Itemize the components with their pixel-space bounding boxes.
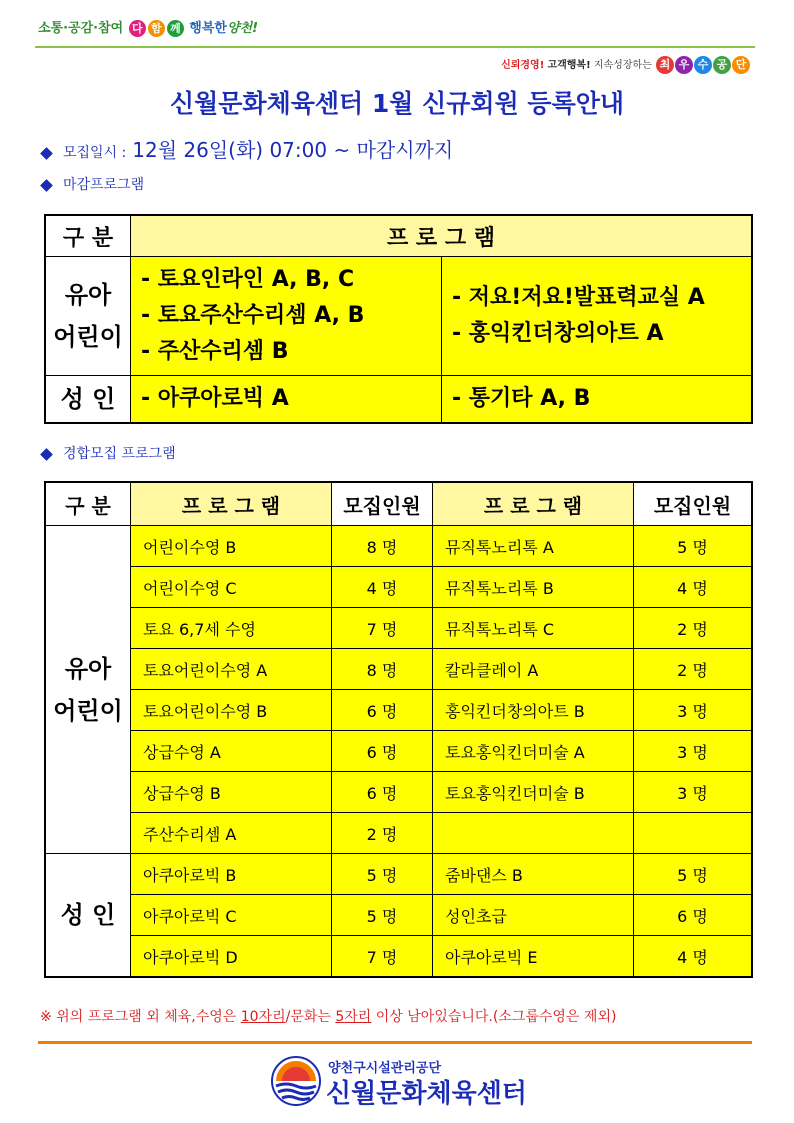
table-row [45, 895, 752, 936]
program-name-cell: 토요어린이수영 A [131, 649, 332, 690]
closed-section-title: 마감프로그램 [63, 177, 145, 193]
program-name-cell: 아쿠아로빅 E [433, 936, 634, 978]
slogan-circle: 께 [167, 20, 184, 37]
capacity-cell: 2 명 [332, 813, 433, 854]
motto-ball: 우 [675, 56, 693, 74]
table-row [45, 608, 752, 649]
capacity-cell: 8 명 [332, 526, 433, 567]
table-row [45, 731, 752, 772]
header-gubun: 구 분 [45, 482, 131, 526]
program-item: - 아쿠아로빅 A [141, 386, 289, 411]
capacity-cell: 3 명 [634, 772, 753, 813]
capacity-cell: 3 명 [634, 731, 753, 772]
program-name-cell: 어린이수영 B [131, 526, 332, 567]
note-culture-seats: 5자리 [335, 1009, 372, 1025]
program-name-cell: 뮤직톡노리톡 C [433, 608, 634, 649]
competitive-section-heading [42, 443, 176, 463]
program-item: - 토요주산수리셈 A, B [141, 303, 365, 328]
program-name-cell: 줌바댄스 B [433, 854, 634, 895]
header-program: 프 로 그 램 [131, 215, 753, 257]
motto-black: 고객행복! [547, 60, 591, 71]
org-main-name: 신월문화체육센터 [326, 1079, 527, 1109]
capacity-cell: 5 명 [634, 526, 753, 567]
program-cell-left [131, 257, 442, 376]
table-header-row [45, 482, 752, 526]
capacity-cell: 4 명 [332, 567, 433, 608]
program-item: - 저요!저요!발표력교실 A [452, 285, 705, 310]
program-name-cell: 뮤직톡노리톡 A [433, 526, 634, 567]
table-row [45, 649, 752, 690]
group-label: 유아 [64, 654, 112, 683]
program-cell-right [442, 376, 753, 424]
program-name-cell: 아쿠아로빅 B [131, 854, 332, 895]
capacity-cell: 6 명 [332, 772, 433, 813]
header-capacity: 모집인원 [332, 482, 433, 526]
program-name-cell: 성인초급 [433, 895, 634, 936]
capacity-cell: 6 명 [332, 690, 433, 731]
program-name-cell: 주산수리셈 A [131, 813, 332, 854]
motto-small: 지속성장하는 [593, 60, 652, 71]
recruit-date: 12월 26일(화) 07:00 ~ 마감시까지 [132, 138, 454, 162]
slogan-prefix: 소통·공감·참여 [38, 21, 124, 36]
capacity-cell: 3 명 [634, 690, 753, 731]
closed-section-heading [42, 174, 144, 194]
motto-red: 신뢰경영! [501, 60, 545, 71]
org-sub-name: 양천구시설관리공단 [328, 1061, 442, 1076]
program-name-cell: 토요어린이수영 B [131, 690, 332, 731]
group-label: 유아 [64, 281, 112, 309]
note-suffix: 이상 남아있습니다.(소그룹수영은 제외) [375, 1009, 617, 1025]
note-prefix: ※ 위의 프로그램 외 체육,수영은 [40, 1009, 237, 1025]
program-name-cell: 어린이수영 C [131, 567, 332, 608]
group-cell [45, 854, 131, 978]
header-program: 프 로 그 램 [131, 482, 332, 526]
header-gubun: 구 분 [45, 215, 131, 257]
motto-ball: 수 [694, 56, 712, 74]
motto-banner [501, 56, 750, 74]
program-name-cell: 칼라클레이 A [433, 649, 634, 690]
group-label: 성 인 [60, 901, 116, 929]
program-name-cell: 상급수영 B [131, 772, 332, 813]
capacity-cell: 4 명 [634, 936, 753, 978]
capacity-cell: 2 명 [634, 608, 753, 649]
table-row [45, 813, 752, 854]
closed-programs-table [44, 214, 753, 424]
program-name-cell: 토요홍익킨더미술 A [433, 731, 634, 772]
footnote [40, 1006, 616, 1026]
program-item: - 홍익킨더창의아트 A [452, 321, 664, 346]
capacity-cell: 8 명 [332, 649, 433, 690]
bottom-divider [38, 1041, 752, 1044]
motto-ball: 공 [713, 56, 731, 74]
group-label: 어린이 [53, 696, 123, 725]
competitive-section-title: 경합모집 프로그램 [63, 446, 176, 462]
capacity-cell: 6 명 [634, 895, 753, 936]
program-name-cell: 뮤직톡노리톡 B [433, 567, 634, 608]
diamond-bullet-icon [40, 147, 53, 160]
program-name-cell: 아쿠아로빅 C [131, 895, 332, 936]
recruit-date-line [42, 134, 453, 163]
capacity-cell: 2 명 [634, 649, 753, 690]
program-name-cell: 토요홍익킨더미술 B [433, 772, 634, 813]
header-capacity: 모집인원 [634, 482, 753, 526]
diamond-bullet-icon [40, 448, 53, 461]
program-name-cell: 상급수영 A [131, 731, 332, 772]
capacity-cell [634, 813, 753, 854]
capacity-cell: 5 명 [634, 854, 753, 895]
capacity-cell: 6 명 [332, 731, 433, 772]
slogan-city: 양천! [226, 21, 259, 36]
competitive-table-body [45, 526, 752, 978]
note-middle: /문화는 [285, 1009, 331, 1025]
program-item: - 통기타 A, B [452, 386, 591, 411]
table-row [45, 257, 752, 376]
recruit-label: 모집일시 : [63, 145, 127, 161]
table-row [45, 936, 752, 978]
center-logo-icon [270, 1055, 322, 1107]
program-name-cell: 아쿠아로빅 D [131, 936, 332, 978]
capacity-cell: 5 명 [332, 854, 433, 895]
table-row [45, 567, 752, 608]
slogan-banner [38, 17, 258, 37]
capacity-cell: 4 명 [634, 567, 753, 608]
motto-ball: 최 [656, 56, 674, 74]
table-row [45, 690, 752, 731]
capacity-cell: 7 명 [332, 936, 433, 978]
group-cell [45, 257, 131, 376]
program-name-cell: 홍익킨더창의아트 B [433, 690, 634, 731]
footer-org [270, 1055, 530, 1110]
capacity-cell: 7 명 [332, 608, 433, 649]
capacity-cell: 5 명 [332, 895, 433, 936]
diamond-bullet-icon [40, 179, 53, 192]
note-swim-seats: 10자리 [240, 1009, 286, 1025]
group-cell [45, 526, 131, 854]
group-label: 성 인 [60, 385, 116, 413]
program-cell-right [442, 257, 753, 376]
table-row [45, 376, 752, 424]
slogan-suffix: 행복한 [189, 21, 227, 36]
table-header-row [45, 215, 752, 257]
table-row [45, 854, 752, 895]
program-name-cell [433, 813, 634, 854]
program-name-cell: 토요 6,7세 수영 [131, 608, 332, 649]
table-row [45, 772, 752, 813]
motto-ball: 단 [732, 56, 750, 74]
slogan-circle: 함 [148, 20, 165, 37]
program-cell-left [131, 376, 442, 424]
program-item: - 주산수리셈 B [141, 339, 289, 364]
table-row [45, 526, 752, 567]
group-label: 어린이 [53, 323, 123, 351]
top-divider [35, 46, 755, 48]
program-item: - 토요인라인 A, B, C [141, 267, 355, 292]
header-program: 프 로 그 램 [433, 482, 634, 526]
competitive-programs-table [44, 481, 753, 978]
slogan-circle: 다 [129, 20, 146, 37]
group-cell [45, 376, 131, 424]
page-title: 신월문화체육센터 1월 신규회원 등록안내 [169, 89, 625, 118]
